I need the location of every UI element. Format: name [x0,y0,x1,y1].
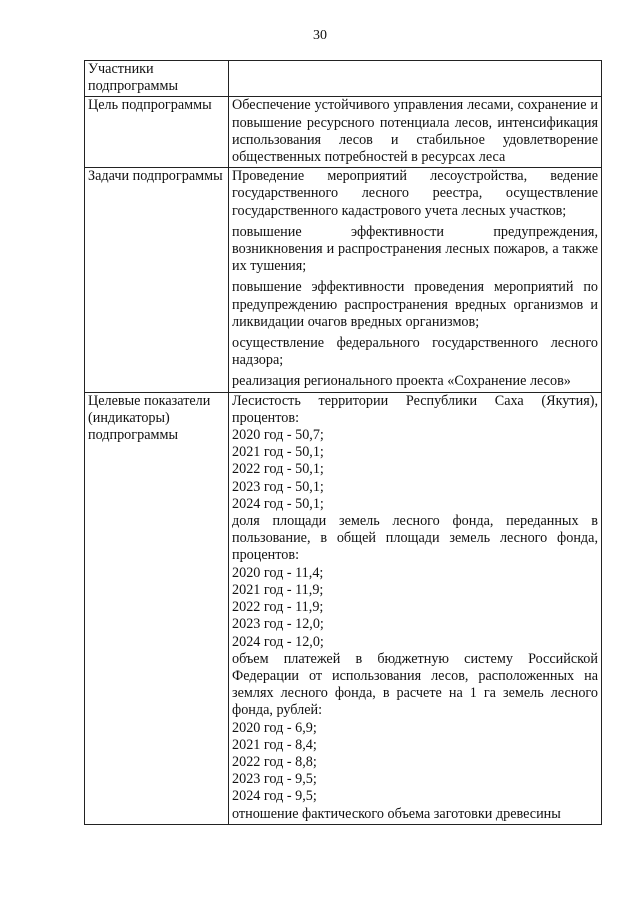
table-row-tasks [85,168,602,392]
indicator-value: 2021 год - 11,9; [232,581,324,598]
task-item: осуществление федерального государственного лесного надзора; [232,335,598,369]
task-item: повышение эффективности проведения мероприятий по предупреждению распространения вредных организмов и ликвидации очагов вредных организмов; [232,279,598,330]
indicator-value: 2020 год - 6,9; [232,719,317,736]
row-label-participants: Участники подпрограммы [85,61,229,97]
table-row-goal [85,97,602,168]
subprogram-passport-table [84,60,602,825]
row-label-indicators: Целевые показатели (индикаторы) подпрограммы [85,392,229,824]
indicator-value: 2022 год - 11,9; [232,599,324,616]
page-number: 30 [313,28,327,43]
task-item: Проведение мероприятий лесоустройства, ведение государственного лесного реестра, осуществление государственного кадастрового учета лесных участков; [232,168,598,219]
indicator-value: 2021 год - 8,4; [232,736,317,753]
indicator-title: отношение фактического объема заготовки древесины [232,805,561,822]
indicator-value: 2020 год - 11,4; [232,564,324,581]
task-item: реализация регионального проекта «Сохранение лесов» [232,373,571,390]
indicator-value: 2024 год - 12,0; [232,633,324,650]
indicator-title: Лесистость территории Республики Саха (Якутия), процентов: [232,392,598,426]
indicator-title: объем платежей в бюджетную систему Российской Федерации от использования лесов, расположенных на землях лесного фонда, в расчете на 1 га земель лесного фонда, рублей: [232,650,598,719]
indicator-value: 2021 год - 50,1; [232,444,324,461]
row-content-participants [229,61,602,97]
row-label-goal: Цель подпрограммы [85,97,229,168]
table-row-indicators [85,392,602,824]
indicator-title: доля площади земель лесного фонда, переданных в пользование, в общей площади земель лесного фонда, процентов: [232,513,598,564]
indicator-value: 2022 год - 8,8; [232,753,317,770]
indicator-value: 2023 год - 9,5; [232,771,317,788]
task-item: повышение эффективности предупреждения, возникновения и распространения лесных пожаров, а также их тушения; [232,223,598,275]
indicator-value: 2023 год - 50,1; [232,478,324,495]
table-row-participants [85,61,602,97]
indicator-value: 2023 год - 12,0; [232,616,324,633]
indicator-value: 2024 год - 9,5; [232,788,317,805]
row-content-indicators [229,392,602,824]
indicator-value: 2020 год - 50,7; [232,427,324,444]
indicator-value: 2022 год - 50,1; [232,461,324,478]
row-label-tasks: Задачи подпрограммы [85,168,229,392]
row-content-tasks [229,168,602,392]
indicator-value: 2024 год - 50,1; [232,495,324,512]
goal-text: Обеспечение устойчивого управления лесами, сохранение и повышение ресурсного потенциала лесов, интенсификация использования лесов и стабильное удовлетворение общественных потребностей в ресурсах леса [232,97,598,166]
row-content-goal [229,97,602,168]
